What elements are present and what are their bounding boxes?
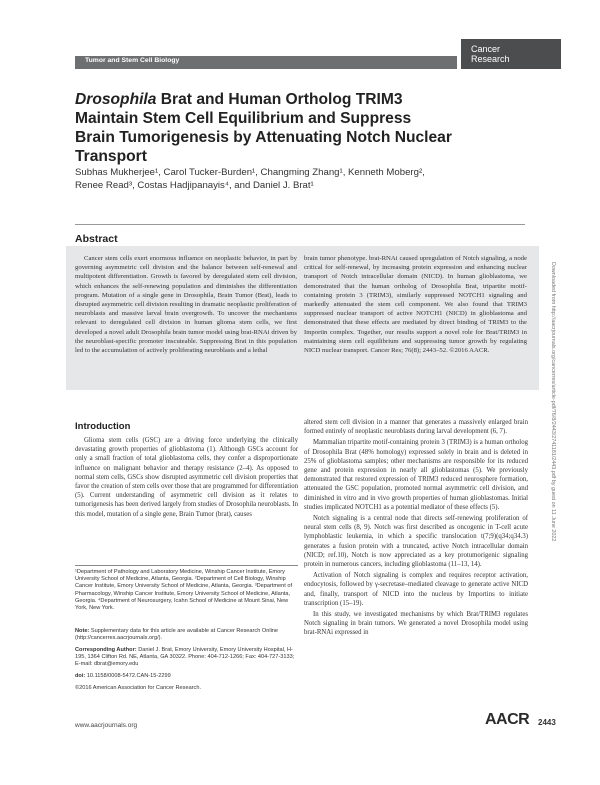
section-bar <box>75 56 457 69</box>
intro-paragraph-3: Notch signaling is a central node that directs self-renewing proliferation of neural stem cells (8, 9). Notch was first described as oncogenic in T-cell acute lymphoblastic leukemia, in which a specific translocation t(7;9)(q34;q34.3) generates a fusion protein with a truncated, active Notch intracellular domain (NICD; ref.10), Notch is now appreciated as a key protumorigenic signaling protein in numerous cancers, including glioblastoma (11–13, 14). <box>304 515 528 569</box>
intro-paragraph-continued: altered stem cell division in a manner that generates a massively enlarged brain formed entirely of neoplastic neuroblasts during larval development (6, 7). <box>304 419 528 436</box>
intro-paragraph-2: Mammalian tripartite motif-containing protein 3 (TRIM3) is a human ortholog of Drosophila Brat (48% homology) expressed solely in brain and is deleted in 25% of glioblastoma samples; other mechanisms are responsible for its reduced gene and protein expression in nearly all glioblastomas (5). We previously demonstrated that restored expression of TRIM3 reduced neurosphere formation, attenuated the GSC population, promoted normal asymmetric cell division, and diminished in vitro and in vivo growth properties of human glioblastomas. Initial studies implicated NOTCH1 as a potential mediator of these effects (5). <box>304 439 528 511</box>
footnote-divider <box>75 565 298 566</box>
page-number: 2443 <box>538 718 556 727</box>
doi-label: doi: <box>75 673 86 679</box>
doi-text: 10.1158/0008-5472.CAN-15-2299 <box>85 673 171 679</box>
abstract-text-2: brain tumor phenotype. brat-RNAi caused upregulation of Notch signaling, a node critical for self-renewal, by increasing protein expression and enhancing nuclear transport of Notch intracellular domain (NICD). In human glioblastoma, we demonstrated that the human ortholog of Drosophila Brat, tripartite motif-containing protein 3 (TRIM3), similarly suppressed NOTCH1 signaling and markedly attenuated the stem cell component. We also found that TRIM3 suppressed nuclear transport of active NOTCH1 (NICD) in glioblastoma and demonstrated that these effects are mediated by direct binding of TRIM3 to the Importin complex. Together, our results support a novel role for Brat/TRIM3 in maintaining stem cell equilibrium and suppressing tumor growth by regulating NICD nuclear transport. Cancer Res; 76(8); 2443–52. ©2016 AACR. <box>304 255 527 355</box>
intro-paragraph-1: Glioma stem cells (GSC) are a driving force underlying the clinically devastating growth properties of glioblastoma (1). Although GSCs account for only a small fraction of total glioblastoma cells, they confer a disproportionate influence on malignant behavior and therapy resistance (2–4). As opposed to normal stem cells, GSCs show disrupted asymmetric cell division properties that favor the creation of stem cells over those that are programmed for differentiation (5). Current understanding of asymmetric cell division as it relates to tumorigenesis has been derived largely from studies of Drosophila neuroblasts. In this model, mutation of a single gene, Brain Tumor (brat), causes <box>75 437 298 518</box>
body-column-1 <box>75 436 298 521</box>
intro-paragraph-5: In this study, we investigated mechanisms by which Brat/TRIM3 regulates Notch signaling in brain tumors. We generated a novel Drosophila model using brat-RNAi expressed in <box>304 611 528 637</box>
footer-url[interactable]: www.aacrjournals.org <box>75 722 138 729</box>
aacr-logo: AACR <box>485 711 530 728</box>
journal-logo <box>461 39 561 69</box>
corr-text: Daniel J. Brat, Emory University, Emory University Hospital, H-195, 1364 Clifton Rd. NE, Atlanta, GA 30322. Phone: 404-712-1266; Fax: 404-727-3133; E-mail: dbrat@emory.edu <box>75 647 295 668</box>
abstract-column-2 <box>304 254 527 355</box>
journal-name-line2: Research <box>471 54 510 64</box>
author-list: Subhas Mukherjee¹, Carol Tucker-Burden¹, Changming Zhang¹, Kenneth Moberg², Renee Read³, Costas Hadjipanayis⁴, and Daniel J. Brat¹ <box>75 167 425 191</box>
abstract-text-1: Cancer stem cells exert enormous influence on neoplastic behavior, in part by governing asymmetric cell division and the balance between self-renewal and multipotent differentiation. Growth is favored by deregulated stem cell division, which enhances the self-renewing population and diminishes the differentiation program. Mutation of a single gene in Drosophila, Brain Tumor (Brat), leads to disrupted asymmetric cell division resulting in dramatic neoplastic proliferation of neuroblasts and massive larval brain overgrowth. To uncover the mechanisms relevant to deregulated cell division in human glioma stem cells, we first developed a novel adult Drosophila brain tumor model using brat-RNAi driven by the neuroblast-specific promoter inscuteable. Suppressing Brat in this population led to the accumulation of actively proliferating neuroblasts and a lethal <box>75 255 297 355</box>
download-notice-text: Downloaded from http://aacrjournals.org/cancerres/article-pdf/76/8/2443/2741181/2443.pdf by guest on 11 June 2022 <box>550 262 556 542</box>
body-column-2 <box>304 418 528 640</box>
title-rest: Brat and Human Ortholog TRIM3 Maintain Stem Cell Equilibrium and Suppress Brain Tumorigenesis by Attenuating Notch Nuclear Transport <box>75 91 452 165</box>
download-notice <box>548 262 558 552</box>
introduction-heading: Introduction <box>75 421 131 432</box>
note-label: Note: <box>75 628 90 634</box>
section-label: Tumor and Stem Cell Biology <box>85 57 180 64</box>
abstract-heading: Abstract <box>75 233 118 245</box>
note-text: Supplementary data for this article are available at Cancer Research Online (http://cancerres.aacrjournals.org/). <box>75 628 279 642</box>
abstract-divider <box>75 224 525 225</box>
article-title <box>75 90 455 166</box>
journal-name-line1: Cancer <box>471 44 501 54</box>
supplementary-note <box>75 628 298 642</box>
corresponding-author <box>75 647 298 669</box>
doi <box>75 673 298 680</box>
abstract-column-1 <box>75 254 297 355</box>
corr-label: Corresponding Author: <box>75 647 137 653</box>
intro-paragraph-4: Activation of Notch signaling is complex and requires receptor activation, endocytosis, followed by γ-secretase–mediated cleavage to generate active NICD and, finally, transport of NICD into the nucleus by Importins to initiate transcription (15–19). <box>304 572 528 607</box>
affiliations: ¹Department of Pathology and Laboratory Medicine, Winship Cancer Institute, Emory University School of Medicine, Atlanta, Georgia. ²Department of Cell Biology, Winship Cancer Institute, Emory University School of Medicine, Atlanta, Georgia. ³Department of Pharmacology, Winship Cancer Institute, Emory University School of Medicine, Atlanta, Georgia. ⁴Department of Neurosurgery, Icahn School of Medicine at Mount Sinai, New York, New York. <box>75 569 293 612</box>
copyright: ©2016 American Association for Cancer Research. <box>75 685 202 691</box>
title-italic: Drosophila <box>75 91 157 108</box>
